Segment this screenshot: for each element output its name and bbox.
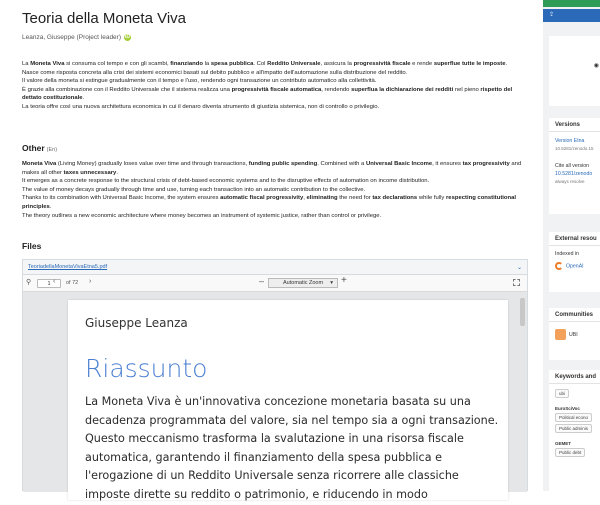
description-en-text: The value of money decays gradually through time and use, turning each transaction into an automatic contribution to the collective. <box>22 186 366 193</box>
files-heading: Files <box>22 241 42 251</box>
page-number-input[interactable]: 1 <box>37 279 61 288</box>
openaire-link[interactable] <box>549 257 600 270</box>
community-ubi[interactable] <box>549 322 600 340</box>
prev-page-icon[interactable]: ‹ <box>53 278 56 285</box>
description-en-bold-text: funding public spending <box>248 161 318 167</box>
description-en-bold-text: tax declarations <box>372 195 418 202</box>
description-it-text: , rendendo <box>321 86 352 93</box>
description-it-bold-text: Reddito Universale <box>267 61 321 67</box>
description-en-text: Thanks to its combination with Universal Basic Income, the system ensures <box>22 195 221 202</box>
description-en-bold-text: Universal Basic Income <box>365 161 433 167</box>
other-lang-tag: (En) <box>46 147 58 153</box>
description-it-text: È grazie alla combinazione con il Reddito Universale che il sistema realizza una <box>22 86 232 93</box>
description-it-text: si consuma col tempo e con gli scambi, <box>64 61 171 67</box>
description-it-text: e rende <box>410 61 434 67</box>
pdf-page <box>68 300 508 500</box>
right-sidebar <box>543 0 600 491</box>
description-en-paragraph <box>22 212 527 221</box>
stats-card <box>549 36 600 106</box>
version-link[interactable]: Version Etna <box>555 138 585 144</box>
description-it-bold-text: superflue tutte le imposte <box>433 61 506 67</box>
description-en-bold-text: Moneta Viva <box>22 161 57 167</box>
communities-heading: Communities <box>549 308 600 322</box>
description-en-text: The theory outlines a new economic architecture where money becomes an instrument of systemic justice, rather than control or privilege. <box>22 212 382 219</box>
fullscreen-icon[interactable] <box>513 279 520 286</box>
description-it-text: La teoria offre così una nuova architettura economica in cui il denaro diventa strumento di giustizia sistemica, non di controllo o privilegio. <box>22 103 380 110</box>
gemet-heading: GEMET <box>555 441 572 446</box>
description-it-bold-text: finanziando <box>170 61 203 67</box>
subject-pill[interactable]: Public adminis <box>555 424 592 433</box>
zoom-select[interactable]: Automatic Zoom ▾ <box>268 278 338 288</box>
other-heading-label: Other <box>22 143 45 153</box>
description-it-text: , assicura la <box>320 61 354 67</box>
keywords-card <box>549 370 600 491</box>
description-en-paragraph <box>22 160 527 177</box>
description-en-text: while fully <box>417 195 446 202</box>
authors-line <box>22 34 131 41</box>
keyword-tag[interactable]: ubi <box>555 389 569 398</box>
description-it-bold-text: spesa pubblica <box>210 61 254 67</box>
description-en-bold-text: tax progressivity <box>462 161 510 167</box>
description-it-text: nel pieno <box>453 86 481 93</box>
openaire-icon <box>555 262 563 270</box>
description-en-bold-text: eliminating <box>306 195 338 202</box>
eye-icon: ◉ <box>593 63 599 69</box>
community-ubi-label: UBI <box>569 331 578 338</box>
description-italian <box>22 60 527 112</box>
description-en-text: . <box>49 203 52 210</box>
description-en-text: the need for <box>337 195 373 202</box>
description-en-text: It emerges as a concrete response to the structural crisis of debt-based economic systems and to the disruptive effects of automation on income distribution. <box>22 178 430 185</box>
description-it-paragraph <box>22 69 527 78</box>
versions-heading: Versions <box>549 118 600 132</box>
keywords-heading: Keywords and <box>549 370 600 384</box>
description-it-text: . <box>82 95 85 102</box>
description-it-text: la <box>202 61 211 67</box>
subject-pill[interactable]: Political econo <box>555 413 592 422</box>
description-it-paragraph <box>22 60 527 69</box>
description-en-paragraph <box>22 186 527 195</box>
description-it-bold-text: progressività fiscale automatica <box>231 86 322 93</box>
description-it-paragraph <box>22 77 527 86</box>
description-en-text: . Combined with a <box>317 161 366 167</box>
description-it-text: . <box>505 61 508 67</box>
record-title: Teoria della Moneta Viva <box>22 10 186 27</box>
communities-card <box>549 308 600 360</box>
description-en-paragraph <box>22 177 527 186</box>
description-en-text: and makes all other <box>22 161 522 176</box>
euroscivoc-heading: EuroSciVoc <box>555 406 580 411</box>
version-doi: 10.5281/zenodo.15 <box>555 146 594 151</box>
external-heading: External resou <box>549 232 600 246</box>
pdf-body-text: La Moneta Viva è un'innovativa concezione monetaria basata su una decadenza programmata del valore, sia nel tempo sia a ogni transazione. Questo meccanismo trasforma la svalutazione in una risorsa fiscale automatica, garantendo il finanziamento della spesa pubblica e l'erogazione di un Reddito Universale senza ricorrere alle classiche imposte dirette su reddito o patrimonio, e riducendo in modo <box>85 395 499 501</box>
description-it-text: Nasce come risposta concreta alla crisi dei sistemi economici basati sul debito pubblico e all'impatto dell'automazione sulla distribuzione del reddito. <box>22 69 408 76</box>
description-en-bold-text: automatic fiscal progressivity <box>220 195 304 202</box>
zoom-out-icon[interactable]: – <box>259 276 265 286</box>
share-icon: ⇪ <box>549 12 555 18</box>
search-icon[interactable]: ⚲ <box>26 279 32 286</box>
pdf-heading: Riassunto <box>85 354 208 383</box>
description-it-bold-text: Moneta Viva <box>30 61 65 67</box>
cite-all-doi[interactable]: 10.5281/zenodo <box>555 171 593 177</box>
orcid-icon[interactable]: iD <box>125 34 131 40</box>
description-it-text: Il valore della moneta si estingue gradualmente con il tempo e l'uso, rendendo ogni transazione un contributo automatico alla collettività. <box>22 78 377 85</box>
description-it-paragraph <box>22 86 527 103</box>
file-name-link[interactable]: TeoriadellaMonetaVivaEtna5.pdf <box>28 264 108 270</box>
pdf-scrollbar[interactable] <box>520 298 525 326</box>
description-it-text: . Col <box>253 61 268 67</box>
next-page-icon[interactable]: › <box>89 278 92 285</box>
file-header[interactable] <box>23 260 527 275</box>
description-it-paragraph <box>22 103 527 112</box>
cite-all-label: Cite all version <box>555 163 590 169</box>
description-en-text: , <box>303 195 307 202</box>
indexed-in-label: Indexed in <box>555 251 579 257</box>
description-en-text: , it ensures <box>432 161 463 167</box>
gemet-pill[interactable]: Public debt <box>555 448 585 457</box>
description-en-bold-text: respecting constitutional principles <box>22 195 517 210</box>
versions-card <box>549 118 600 214</box>
cite-note: always resolve <box>555 179 585 184</box>
download-button[interactable] <box>543 0 600 7</box>
description-en-text: (Living Money) gradually loses value over time and through transactions, <box>56 161 249 167</box>
description-en-paragraph <box>22 194 527 211</box>
share-button[interactable] <box>543 9 600 22</box>
pdf-author: Giuseppe Leanza <box>85 316 188 330</box>
openaire-label: OpenAI <box>566 263 584 270</box>
author-name[interactable]: Leanza, Giuseppe (Project leader) <box>22 34 122 41</box>
zoom-in-icon[interactable]: + <box>341 275 347 286</box>
description-en-text: . <box>116 169 118 176</box>
description-it-bold-text: superflua la dichiarazione dei redditi <box>351 86 454 93</box>
ubi-logo-icon <box>555 329 566 340</box>
pdf-toolbar <box>23 275 527 292</box>
page-total: of 72 <box>66 280 79 286</box>
description-it-bold-text: progressività fiscale <box>353 61 411 67</box>
external-resources-card <box>549 232 600 292</box>
description-english <box>22 160 527 220</box>
other-description-heading <box>22 143 57 153</box>
description-it-text: La <box>22 61 31 67</box>
file-preview <box>22 259 528 501</box>
pdf-viewport[interactable] <box>23 292 527 501</box>
description-en-bold-text: taxes unnecessary <box>63 169 117 176</box>
description-it-bold-text: rispetto del dettato costituzionale <box>22 86 513 102</box>
chevron-down-icon[interactable]: ⌄ <box>516 264 522 271</box>
